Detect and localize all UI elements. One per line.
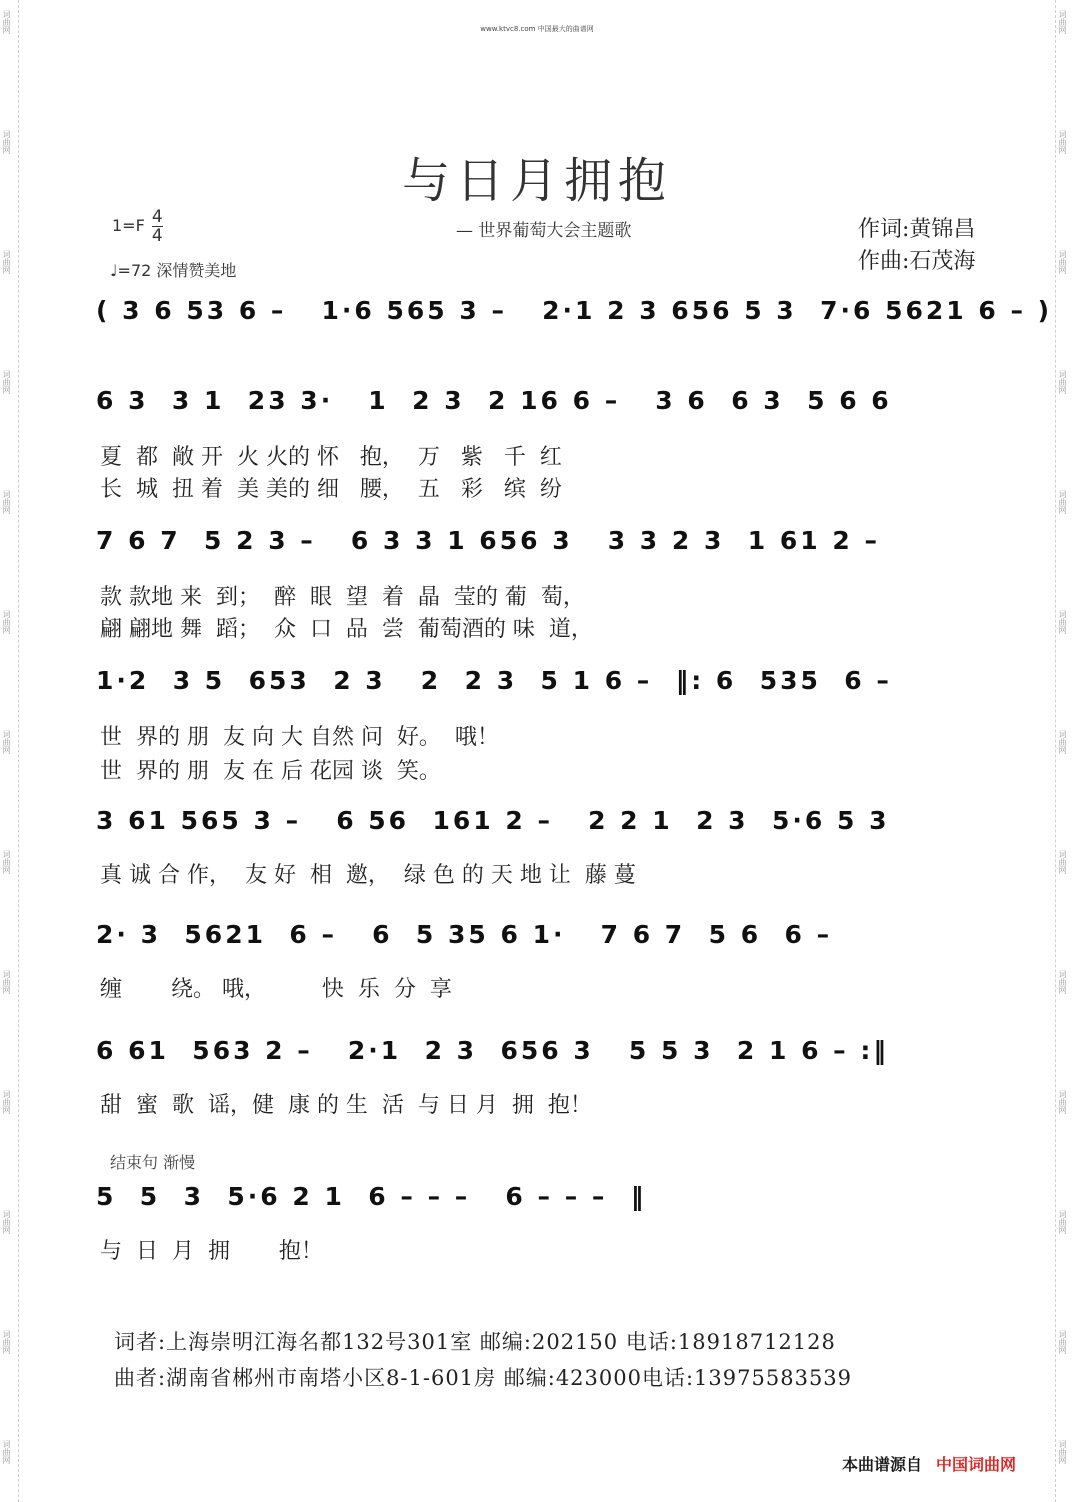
composer-credit: 作曲:石茂海 [858,249,976,274]
watermark-text: 词曲网 [1058,850,1067,874]
watermark-text: 词曲网 [2,1090,11,1114]
notation-line: 1·2 3 5 653 2 3 2 2 3 5 1 6 – ‖: 6 535 6 – [96,666,892,695]
score-line-3 [96,666,996,726]
watermark-text: 词曲网 [1058,10,1067,34]
watermark-text: 词曲网 [2,250,11,274]
song-subtitle: — 世界葡萄大会主题歌 [456,221,632,241]
source-site-link[interactable]: 中国词曲网 [936,1455,1017,1474]
watermark-text: 词曲网 [1058,1330,1067,1354]
watermark-text: 词曲网 [1058,970,1067,994]
notation-line: 2· 3 5621 6 – 6 5 35 6 1· 7 6 7 5 6 6 – [96,920,833,949]
source-label: 本曲谱源自 [842,1455,923,1474]
watermark-text: 词曲网 [2,490,11,514]
watermark-text: 词曲网 [2,730,11,754]
lyricist-address: 词者:上海崇明江海名都132号301室 邮编:202150 电话:18918712128 [114,1330,836,1354]
time-denominator: 4 [151,226,163,246]
watermark-text: 词曲网 [1058,730,1067,754]
watermark-text: 词曲网 [2,370,11,394]
right-watermark-strip [1055,0,1074,1502]
watermark-text: 词曲网 [2,970,11,994]
time-numerator: 4 [151,207,163,227]
watermark-text: 词曲网 [1058,610,1067,634]
watermark-text: 词曲网 [2,850,11,874]
notation-line: ( 3 6 53 6 – 1·6 565 3 – 2·1 2 3 656 5 3 7·6 5621 6 – ) [96,296,1053,325]
score-line-ending [96,1182,996,1242]
notation-line: 6 61 563 2 – 2·1 2 3 656 3 5 5 3 2 1 6 – :‖ [96,1036,889,1065]
watermark-text: 词曲网 [2,130,11,154]
score-line-6 [96,1036,996,1096]
watermark-text: 词曲网 [1058,130,1067,154]
lyric-verse-2: 世 界的 朋 友 在 后 花园 谈 笑。 [100,759,441,784]
watermark-text: 词曲网 [1058,250,1067,274]
lyricist-credit: 作词:黄锦昌 [858,217,976,242]
watermark-text: 词曲网 [1058,370,1067,394]
score-line-4 [96,806,996,866]
watermark-text: 词曲网 [2,610,11,634]
key-signature [112,208,163,245]
lyric-verse-2: 长 城 扭 着 美 美的 细 腰， 五 彩 缤 纷 [100,477,562,502]
notation-line: 5 5 3 5·6 2 1 6 – – – 6 – – – ‖ [96,1182,647,1211]
notation-line: 6 3 3 1 23 3· 1 2 3 2 16 6 – 3 6 6 3 5 6 6 [96,386,892,415]
watermark-text: 词曲网 [2,1330,11,1354]
score-line-5 [96,920,996,980]
key-label: 1=F [112,216,145,235]
lyric-verse-1: 世 界的 朋 友 向 大 自然 问 好。 哦！ [100,725,499,750]
watermark-text: 词曲网 [2,1210,11,1234]
lyric-line: 真 诚 合 作， 友 好 相 邀， 绿 色 的 天 地 让 藤 蔓 [100,863,636,888]
lyric-line: 缠 绕。 哦， 快 乐 分 享 [100,977,452,1002]
lyric-line: 甜 蜜 歌 谣，健 康 的 生 活 与 日 月 拥 抱！ [100,1093,592,1118]
watermark-text: 词曲网 [2,10,11,34]
score-line-1 [96,386,996,446]
notation-line: 3 61 565 3 – 6 56 161 2 – 2 2 1 2 3 5·6 5 3 [96,806,890,835]
composer-address: 曲者:湖南省郴州市南塔小区8-1-601房 邮编:423000电话:13975583539 [114,1366,853,1390]
lyric-verse-2: 翩 翩地 舞 蹈； 众 口 品 尝 葡萄酒的 味 道， [100,617,593,642]
lyric-verse-1: 夏 都 敞 开 火 火的 怀 抱， 万 紫 千 红 [100,445,562,470]
score-line-2 [96,526,996,586]
notation-line: 7 6 7 5 2 3 – 6 3 3 1 656 3 3 3 2 3 1 61 2 – [96,526,880,555]
source-url: www.ktvc8.com 中国最大的曲谱网 [480,25,594,33]
credits [858,214,975,278]
lyric-line: 与 日 月 拥 抱！ [100,1239,323,1264]
watermark-text: 词曲网 [2,1440,11,1464]
source-credit [842,1452,1016,1475]
watermark-text: 词曲网 [1058,1440,1067,1464]
watermark-text: 词曲网 [1058,490,1067,514]
song-title: 与日月拥抱 [401,153,672,209]
time-signature [152,208,163,245]
tempo-marking: ♩=72 深情赞美地 [110,261,237,280]
left-watermark-strip [0,0,19,1502]
lyric-verse-1: 款 款地 来 到； 醉 眼 望 着 晶 莹的 葡 萄， [100,585,585,610]
score-line-intro [96,296,1053,356]
watermark-text: 词曲网 [1058,1090,1067,1114]
watermark-text: 词曲网 [1058,1210,1067,1234]
ending-instruction: 结束句 渐慢 [110,1153,196,1172]
